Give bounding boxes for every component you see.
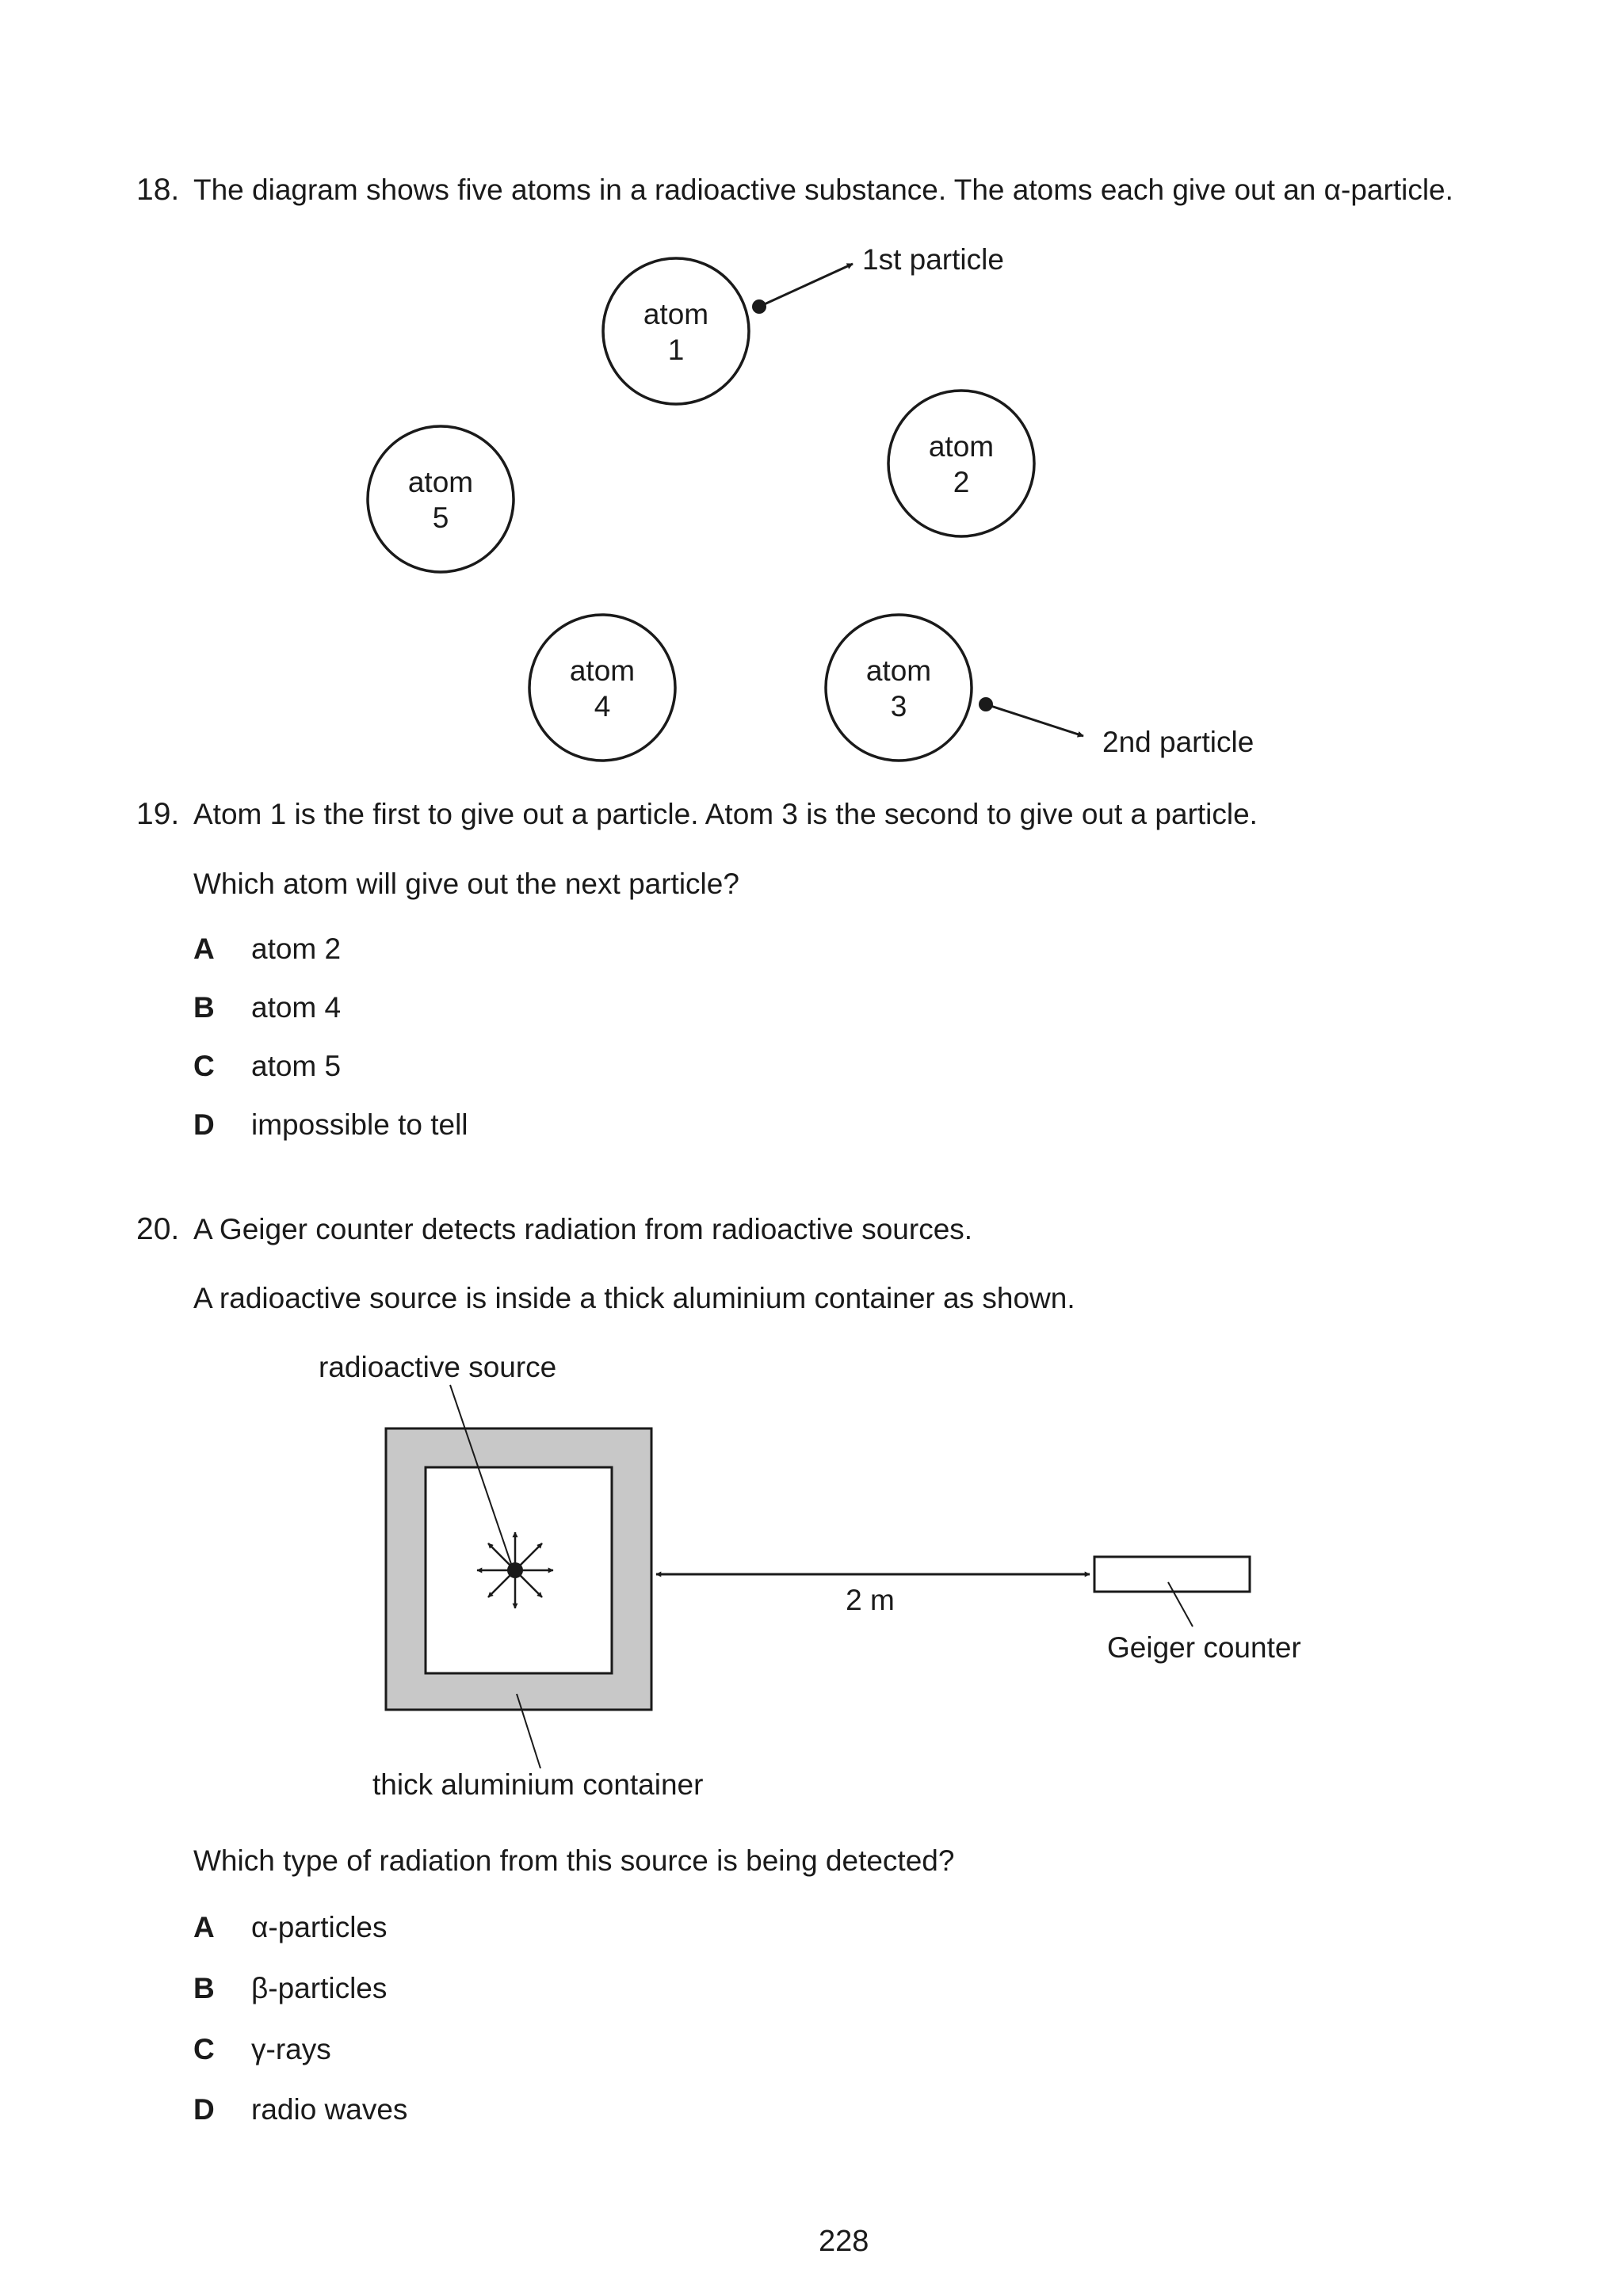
atom-4	[529, 615, 675, 761]
atom-5-word: atom	[407, 466, 474, 498]
geiger-diagram	[0, 1315, 1623, 1822]
atom-3-word: atom	[865, 654, 932, 687]
atom-5-number: 5	[432, 502, 449, 534]
q19-option-a-text: atom 2	[251, 933, 342, 965]
atom-1-word: atom	[643, 298, 709, 330]
q19-option-a-letter: A	[193, 933, 215, 965]
atom-2	[888, 391, 1034, 536]
container-label: thick aluminium container	[372, 1768, 704, 1801]
atom-4-word: atom	[569, 654, 636, 687]
second-particle-arrow	[979, 697, 1083, 736]
q19-option-c-letter: C	[193, 1050, 215, 1082]
atom-1	[603, 258, 749, 404]
atom-2-word: atom	[928, 430, 995, 463]
q19-option-d-text: impossible to tell	[251, 1108, 468, 1141]
q19-question: Which atom will give out the next particle?	[193, 868, 739, 900]
q20-text: A Geiger counter detects radiation from radioactive sources.	[193, 1213, 973, 1245]
geiger-counter	[1094, 1557, 1250, 1592]
geiger-counter-label: Geiger counter	[1107, 1631, 1301, 1664]
q20-option-d-letter: D	[193, 2093, 215, 2126]
q19-option-b-text: atom 4	[251, 991, 342, 1024]
atom-3-number: 3	[890, 690, 907, 723]
q20-option-a-letter: A	[193, 1911, 215, 1943]
q20-option-b-text: β-particles	[251, 1972, 388, 2004]
page-number: 228	[819, 2225, 869, 2258]
atom-2-number: 2	[953, 466, 970, 498]
q20-text-2: A radioactive source is inside a thick aluminium container as shown.	[193, 1282, 1075, 1314]
first-particle-arrow	[752, 264, 853, 314]
atom-5	[368, 426, 514, 572]
q20-option-c-letter: C	[193, 2033, 215, 2065]
second-particle-label: 2nd particle	[1102, 726, 1254, 758]
q20-option-b-letter: B	[193, 1972, 215, 2004]
atom-1-number: 1	[667, 334, 685, 366]
q19-option-d-letter: D	[193, 1108, 215, 1141]
atoms-diagram	[0, 0, 1623, 792]
q18-number: 18.	[136, 173, 180, 207]
first-particle-label: 1st particle	[862, 243, 1004, 276]
q19-text: Atom 1 is the first to give out a particle. Atom 3 is the second to give out a particle.	[193, 798, 1258, 830]
q18-text: The diagram shows five atoms in a radioactive substance. The atoms each give out an α-particle.	[193, 174, 1453, 206]
q20-number: 20.	[136, 1212, 180, 1246]
q20-question: Which type of radiation from this source is being detected?	[193, 1844, 955, 1877]
q20-option-c-text: γ-rays	[251, 2033, 331, 2065]
distance-label: 2 m	[846, 1584, 895, 1616]
q19-number: 19.	[136, 797, 180, 831]
radioactive-source	[477, 1532, 553, 1608]
atom-4-number: 4	[594, 690, 611, 723]
q20-option-a-text: α-particles	[251, 1911, 388, 1943]
atom-3	[826, 615, 972, 761]
radioactive-source-label: radioactive source	[319, 1351, 557, 1383]
q20-option-d-text: radio waves	[251, 2093, 408, 2126]
q19-option-c-text: atom 5	[251, 1050, 342, 1082]
q19-option-b-letter: B	[193, 991, 215, 1024]
